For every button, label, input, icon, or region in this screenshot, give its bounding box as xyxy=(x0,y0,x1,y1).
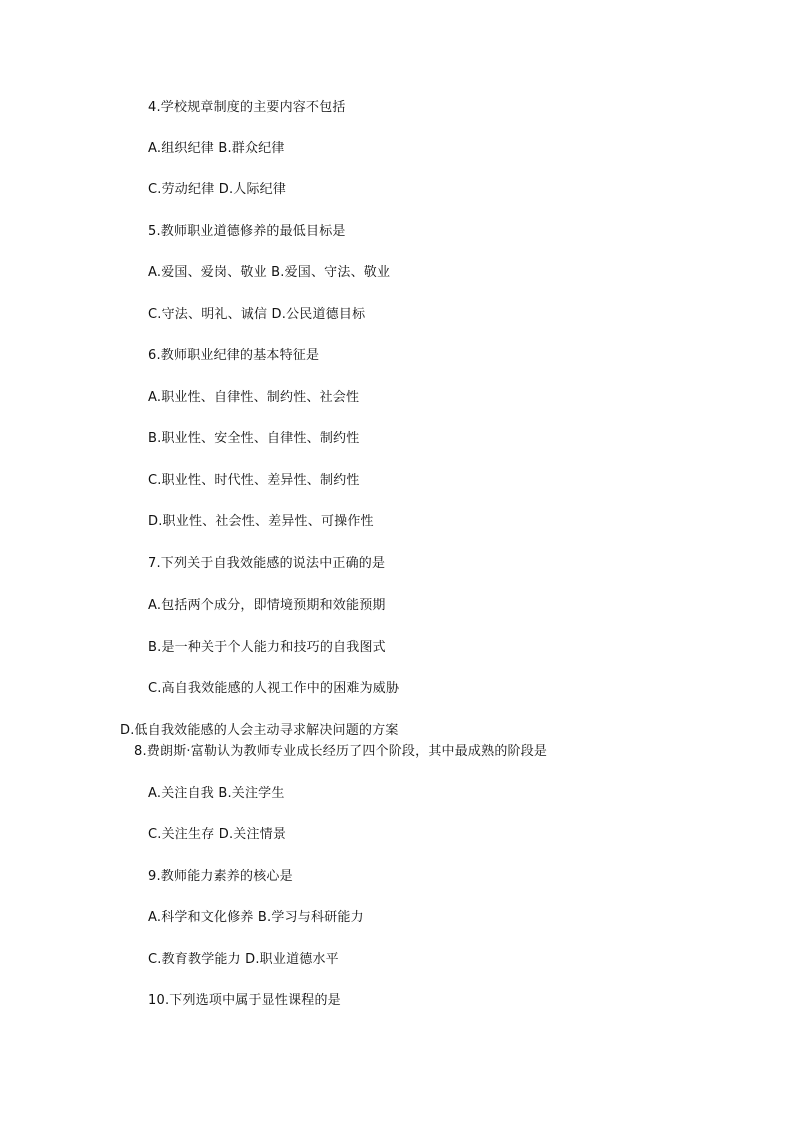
option-line: A.包括两个成分，即情境预期和效能预期 xyxy=(148,598,386,613)
option-line: D.职业性、社会性、差异性、可操作性 xyxy=(148,514,374,529)
option-line: C.关注生存 D.关注情景 xyxy=(148,827,287,842)
option-line: A.爱国、爱岗、敬业 B.爱国、守法、敬业 xyxy=(148,265,391,280)
option-line: B.是一种关于个人能力和技巧的自我图式 xyxy=(148,640,386,655)
option-line: B.职业性、安全性、自律性、制约性 xyxy=(148,431,360,446)
option-line: A.科学和文化修养 B.学习与科研能力 xyxy=(148,910,364,925)
option-line: C.高自我效能感的人视工作中的困难为威胁 xyxy=(148,681,400,696)
option-line: C.守法、明礼、诚信 D.公民道德目标 xyxy=(148,307,366,322)
question-8: 8.费朗斯·富勒认为教师专业成长经历了四个阶段，其中最成熟的阶段是 xyxy=(134,744,548,759)
question-4: 4.学校规章制度的主要内容不包括 xyxy=(148,100,346,115)
question-5: 5.教师职业道德修养的最低目标是 xyxy=(148,224,346,239)
option-line: A.组织纪律 B.群众纪律 xyxy=(148,141,285,156)
option-line: C.教育教学能力 D.职业道德水平 xyxy=(148,952,339,967)
question-10: 10.下列选项中属于显性课程的是 xyxy=(148,993,341,1008)
option-line: C.劳动纪律 D.人际纪律 xyxy=(148,182,287,197)
option-line: D.低自我效能感的人会主动寻求解决问题的方案 xyxy=(120,723,399,738)
question-6: 6.教师职业纪律的基本特征是 xyxy=(148,348,320,363)
option-line: C.职业性、时代性、差异性、制约性 xyxy=(148,473,360,488)
question-7: 7.下列关于自我效能感的说法中正确的是 xyxy=(148,556,386,571)
option-line: A.职业性、自律性、制约性、社会性 xyxy=(148,390,360,405)
question-9: 9.教师能力素养的核心是 xyxy=(148,869,293,884)
option-line: A.关注自我 B.关注学生 xyxy=(148,786,285,801)
